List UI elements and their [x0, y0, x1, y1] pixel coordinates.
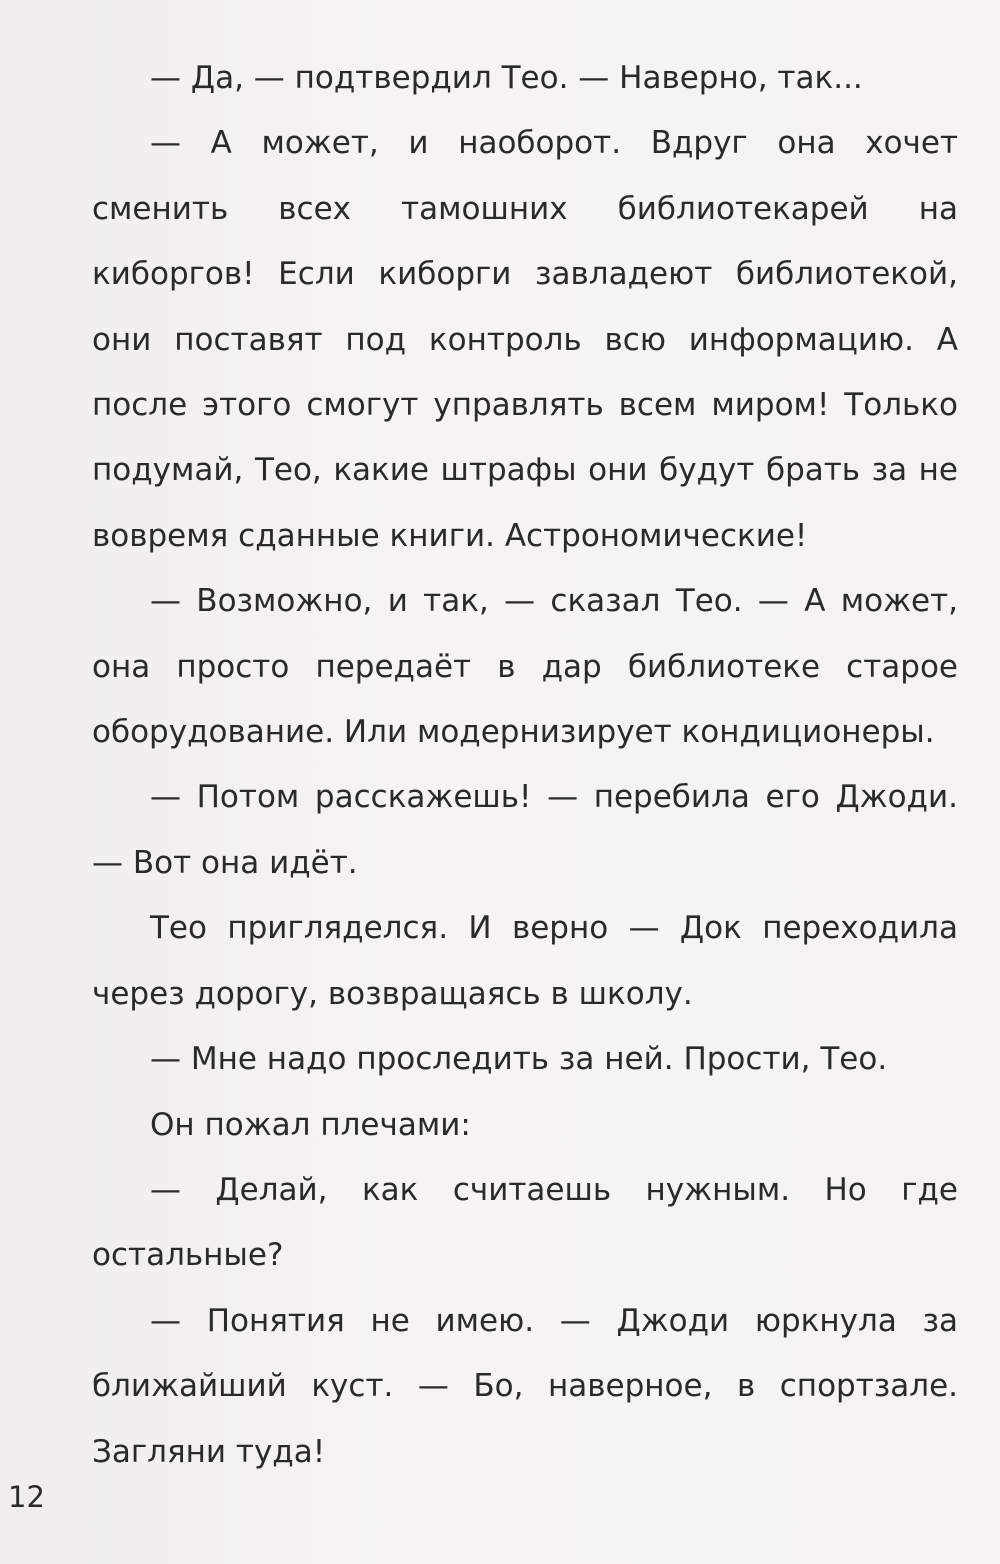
paragraph: — Мне надо проследить за ней. Прости, Тео.	[150, 1041, 888, 1078]
paragraph: Он пожал плечами:	[150, 1106, 471, 1143]
text-column	[92, 46, 958, 1485]
paragraph: — А может, и наоборот. Вдруг она хочет сменить всех тамошних библиотекарей на киборгов! Если киборги завладеют библиотекой, они поставят под контроль всю информацию. А после этого смогут управлять всем миром! Только подумай, Тео, какие штрафы они будут брать за не вовремя сданные книги. Астрономические!	[92, 125, 958, 554]
paragraph: — Понятия не имею. — Джоди юркнула за ближайший куст. — Бо, наверное, в спортзале. Загляни туда!	[92, 1302, 958, 1470]
page-number: 12	[8, 1480, 45, 1514]
paragraph: — Потом расскажешь! — перебила его Джоди. — Вот она идёт.	[92, 779, 958, 881]
paragraph: — Делай, как считаешь нужным. Но где остальные?	[92, 1171, 958, 1274]
paragraph: Тео пригляделся. И верно — Док переходила через дорогу, возвращаясь в школу.	[92, 910, 958, 1012]
paragraph: — Возможно, и так, — сказал Тео. — А может, она просто передаёт в дар библиотеке старое оборудование. Или модернизирует кондиционеры.	[92, 583, 958, 751]
paragraph: — Да, — подтвердил Тео. — Наверно, так...	[150, 60, 863, 96]
